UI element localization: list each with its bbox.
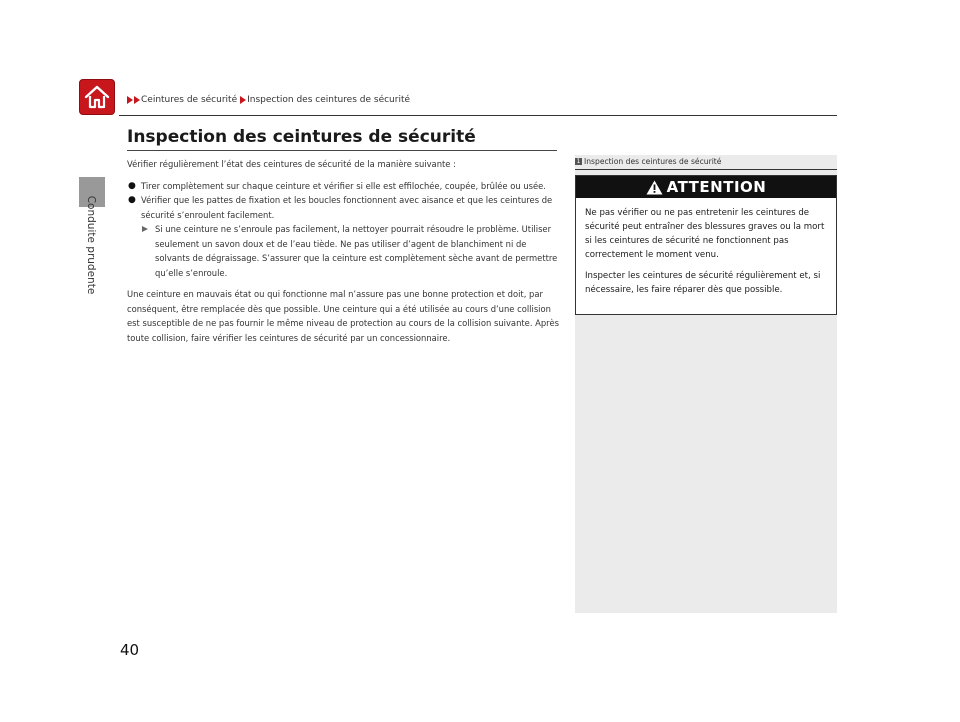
- side-note-title: Inspection des ceintures de sécurité: [584, 157, 722, 166]
- breadcrumb-arrow-icon: [127, 96, 133, 104]
- warning-body: [576, 198, 836, 297]
- breadcrumb: [127, 95, 410, 105]
- list-item-text: Vérifier que les pattes de fixation et les boucles fonctionnent avec aisance et que les ceintures de sécurité s’enroulent facilement.: [141, 195, 553, 220]
- main-content: [127, 157, 559, 345]
- home-button[interactable]: [79, 79, 115, 115]
- body-paragraph: Une ceinture en mauvais état ou qui fonctionne mal n’assure pas une bonne protection et doit, par conséquent, être remplacée dès que possible. Une ceinture qui a été utilisée au cours d’une collision est susceptible de ne pas fournir le même niveau de protection au cours de la collision suivante. Après toute collision, faire vérifier les ceintures de sécurité par un concessionnaire.: [127, 289, 559, 343]
- warning-icon: [646, 180, 663, 195]
- warning-text: Ne pas vérifier ou ne pas entretenir les ceintures de sécurité peut entraîner des blessures graves ou la mort si les ceintures de sécurité ne fonctionnent pas correctement le moment venu.: [585, 208, 825, 260]
- breadcrumb-arrow-icon: [134, 96, 140, 104]
- intro-text: Vérifier régulièrement l’état des ceintures de sécurité de la manière suivante :: [127, 159, 456, 169]
- home-icon: [84, 85, 110, 109]
- side-note-divider: [575, 169, 837, 170]
- side-note-header: [575, 157, 837, 166]
- title-divider: [127, 150, 557, 151]
- sub-note: [127, 222, 559, 280]
- list-item: [127, 179, 559, 194]
- breadcrumb-item-ceintures[interactable]: Ceintures de sécurité: [141, 95, 238, 105]
- warning-text: Inspecter les ceintures de sécurité régulièrement et, si nécessaire, les faire réparer dès que possible.: [585, 271, 821, 295]
- section-tab-label: Conduite prudente: [85, 195, 97, 295]
- warning-label: ATTENTION: [666, 178, 767, 196]
- header-divider: [119, 115, 837, 116]
- bullet-icon: ●: [128, 195, 136, 205]
- side-note-panel: [575, 155, 837, 613]
- list-item-text: Tirer complètement sur chaque ceinture et vérifier si elle est effilochée, coupée, brûlée ou usée.: [141, 180, 546, 191]
- breadcrumb-item-inspection[interactable]: Inspection des ceintures de sécurité: [247, 95, 411, 105]
- page-number: 40: [120, 641, 140, 659]
- sub-note-text: Si une ceinture ne s’enroule pas facilement, la nettoyer pourrait résoudre le problème. Utiliser seulement un savon doux et de l’eau tiède. Ne pas utiliser d’agent de blanchiment ni de solvants de dégraissage. S’assurer que la ceinture est complètement sèche avant de permettre qu’elle s’enroule.: [155, 224, 558, 278]
- page-title: Inspection des ceintures de sécurité: [127, 127, 476, 147]
- sub-note-arrow-icon: [142, 226, 148, 232]
- warning-banner: [576, 176, 836, 198]
- list-item: [127, 193, 559, 222]
- warning-box: [575, 175, 837, 315]
- breadcrumb-arrow-icon: [240, 96, 246, 104]
- note-icon: 1: [576, 158, 581, 165]
- bullet-icon: ●: [128, 180, 136, 191]
